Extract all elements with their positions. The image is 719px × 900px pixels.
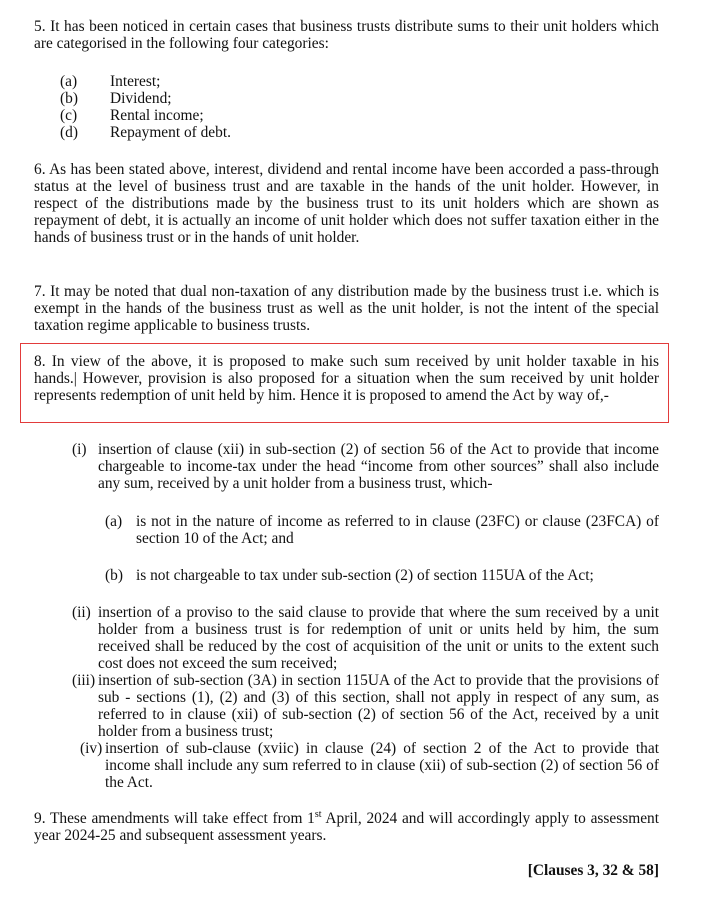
list-item-text: Dividend;: [110, 90, 172, 107]
paragraph-6: 6. As has been stated above, interest, dividend and rental income have been accorded a pass-through status at the level of business trust and are taxable in the hands of the unit holder. However, in respect of the distributions made by the business trust to its unit holders which are shown as repayment of debt, it is actually an income of unit holder which does not suffer taxation either in the hands of business trust or in the hands of unit holder.: [34, 161, 659, 246]
list-item-text: Rental income;: [110, 107, 204, 124]
list-item: [60, 73, 231, 90]
amendment-ii: [72, 604, 659, 672]
paragraph-8: 8. In view of the above, it is proposed to make such sum received by unit holder taxable in his hands.| However, provision is also proposed for a situation when the sum received by unit holder represents redemption of unit held by him. Hence it is proposed to amend the Act by way of,-: [34, 353, 659, 404]
amendment-iii: [72, 672, 659, 740]
clauses-reference: [Clauses 3, 32 & 58]: [527, 862, 659, 879]
amendment-text: is not chargeable to tax under sub-section (2) of section 115UA of the Act;: [136, 567, 594, 584]
amendment-marker: (i): [72, 441, 87, 458]
list-item: [60, 124, 231, 141]
paragraph-9-start: 9. These amendments will take effect from 1: [34, 810, 315, 827]
amendment-iv: [80, 740, 659, 791]
ordinal-suffix: st: [314, 808, 322, 820]
amendment-marker: (a): [105, 513, 123, 530]
paragraph-9-end: April, 2024 and will accordingly apply to assessment year 2024-25 and subsequent assessment years.: [34, 810, 659, 844]
amendment-i: [72, 441, 659, 492]
amendment-i-a: [105, 513, 659, 547]
list-item: [60, 107, 231, 124]
list-item-label: (d): [60, 124, 78, 141]
list-item-text: Interest;: [110, 73, 161, 90]
amendment-i-b: [105, 567, 659, 584]
list-item: [60, 90, 231, 107]
paragraph-5: 5. It has been noticed in certain cases that business trusts distribute sums to their unit holders which are categorised in the following four categories:: [34, 18, 659, 52]
amendment-text: insertion of sub-section (3A) in section 115UA of the Act to provide that the provisions of sub - sections (1), (2) and (3) of this section, shall not apply in respect of any sum, as referred to in clause (xii) of sub-section (2) of section 56 of the Act, received by a unit holder from a business trust;: [98, 672, 659, 740]
amendment-marker: (iv): [80, 740, 103, 757]
paragraph-7: 7. It may be noted that dual non-taxation of any distribution made by the business trust i.e. which is exempt in the hands of the business trust as well as the unit holder, is not the intent of the special taxation regime applicable to business trusts.: [34, 283, 659, 334]
list-item-label: (a): [60, 73, 78, 90]
amendment-text: insertion of clause (xii) in sub-section (2) of section 56 of the Act to provide that income chargeable to income-tax under the head “income from other sources” shall also include any sum, received by a unit holder from a business trust, which-: [98, 441, 659, 492]
categories-list: [60, 73, 231, 141]
amendment-text: insertion of sub-clause (xviic) in clause (24) of section 2 of the Act to provide that income shall include any sum referred to in clause (xii) of sub-section (2) of section 56 of the Act.: [105, 740, 659, 791]
paragraph-9: [34, 810, 659, 844]
amendment-marker: (b): [105, 567, 123, 584]
amendment-text: insertion of a proviso to the said clause to provide that where the sum received by a unit holder from a business trust is for redemption of unit or units held by him, the sum received shall be reduced by the cost of acquisition of the unit or units to the extent such cost does not exceed the sum received;: [98, 604, 659, 672]
list-item-label: (b): [60, 90, 78, 107]
amendment-text: is not in the nature of income as referred to in clause (23FC) or clause (23FCA) of section 10 of the Act; and: [136, 513, 659, 547]
list-item-label: (c): [60, 107, 78, 124]
amendment-marker: (ii): [72, 604, 91, 621]
amendment-marker: (iii): [72, 672, 96, 689]
list-item-text: Repayment of debt.: [110, 124, 231, 141]
